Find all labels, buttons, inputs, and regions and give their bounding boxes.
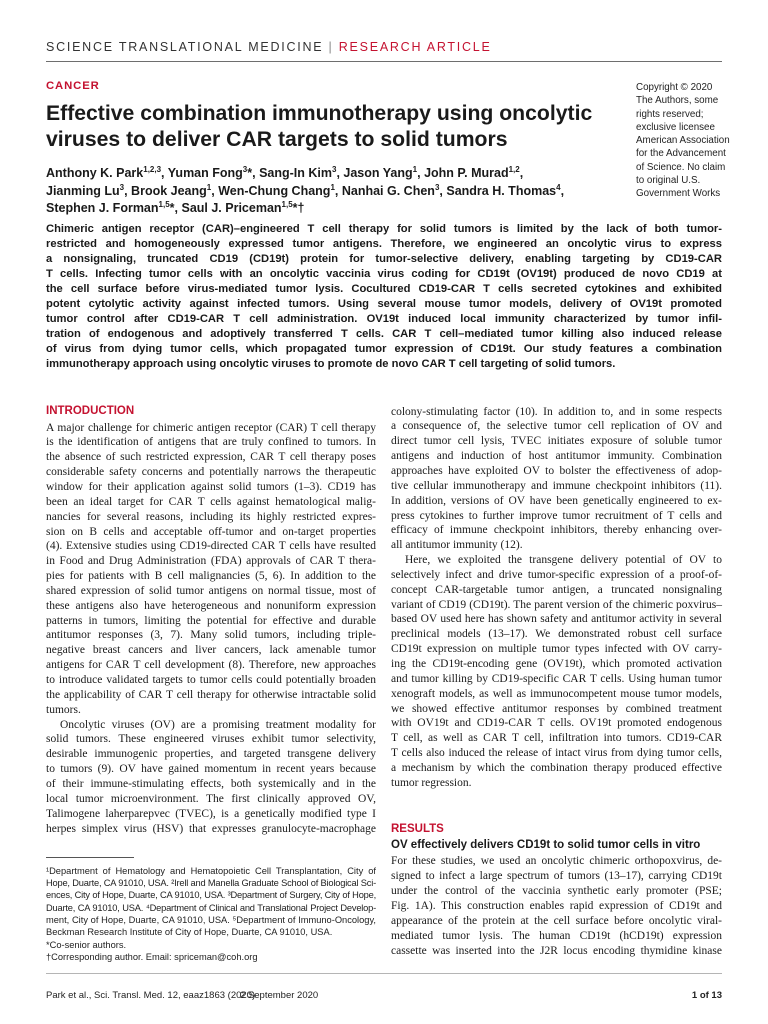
author	[259, 166, 340, 180]
abstract-line: of virus from dying tumor cells, which propagated tumor expression of CD19t. Our study features a combination	[46, 343, 722, 356]
author-line	[46, 200, 636, 218]
subject-label: CANCER	[46, 80, 100, 92]
body-text-line: based OV used here has shown safety and antitumor activity in several	[391, 613, 722, 626]
corresponding-email-link[interactable]: spriceman@coh.org	[174, 951, 258, 962]
author-affiliation-marker: 1,5	[158, 199, 170, 209]
page-number: 1 of 13	[691, 990, 722, 1001]
body-text-line: to tumors (9). OV have gained momentum in recent years because	[46, 763, 376, 776]
author-name: Wen-Chung Chang	[218, 183, 331, 198]
author-name: Sang-In Kim	[259, 166, 332, 180]
abstract-line: restricted and homogeneously expressed tumor antigens. Therefore, we engineered an oncolytic virus to express	[46, 237, 722, 250]
author-punctuation: ,	[211, 183, 215, 198]
body-text-line: appearance of the protein at the cell surface before oncolytic viral-	[391, 914, 722, 927]
body-text-line: tumor regression.	[391, 776, 472, 789]
author-list	[46, 165, 636, 218]
body-text-line: with OV19t and CD19-CAR T cells. OV19t promoted endogenous	[391, 717, 722, 730]
copyright-line: Government Works	[636, 188, 721, 199]
author	[343, 166, 420, 180]
body-text-line: all antitumor immunity (12).	[391, 539, 523, 552]
affiliation-line: Duarte, CA 91010, USA. ⁴Department of Clinical and Translational Project Develop-	[46, 902, 376, 913]
author	[46, 184, 128, 198]
body-text-line: the applicability of CAR T cell therapy for otherwise intractable solid	[46, 688, 376, 701]
body-text-line: these antigens also have heterogeneous and nonuniform expression	[46, 599, 376, 612]
author	[342, 184, 443, 198]
author-name: Jianming Lu	[46, 183, 120, 198]
author	[218, 184, 338, 198]
author-punctuation: ,	[336, 166, 340, 180]
author	[168, 166, 256, 180]
affiliation-line: ¹Department of Hematology and Hematopoietic Cell Transplantation, City of	[46, 865, 376, 876]
body-text-line: to introduce validated targets to tumor cells could potentially broaden	[46, 673, 376, 686]
body-text-line: and tumor killing by CD19-specific CAR T cells. Using human tumor	[391, 672, 722, 685]
journal-name: SCIENCE TRANSLATIONAL MEDICINE	[46, 40, 324, 54]
publication-date: 2 September 2020	[240, 990, 319, 1001]
affiliation-line: ment, City of Hope, Duarte, CA 91010, USA. ⁵Department of Immuno-Oncology,	[46, 914, 376, 925]
body-text-line: in Food and Drug Administration (FDA) approvals of CAR T thera-	[46, 555, 376, 568]
corresponding-note	[46, 951, 376, 963]
header-rule	[46, 61, 722, 62]
author-punctuation: ,	[519, 166, 524, 180]
author-punctuation: ,	[417, 166, 421, 180]
body-text-line: approaches have exploited OV to bolster the effectiveness of adop-	[391, 464, 722, 477]
body-text-line: window for their application against solid tumors (1–3). CD19 has	[46, 480, 376, 493]
body-text-line: sion on B cells and acceptable off-tumor and on-target properties	[46, 525, 376, 538]
body-paragraph	[391, 553, 722, 791]
author-affiliation-marker: 4	[556, 182, 561, 192]
body-text-line: nancies for several reasons, including its highly restricted expres-	[46, 510, 376, 523]
body-text-line: direct tumor cell lysis, TVEC initiates exposure of soluble tumor	[391, 435, 722, 448]
body-text-line: T cell, as well as CAR T cell, infiltration into tumors. CD19-CAR	[391, 732, 722, 745]
header-separator: |	[328, 40, 334, 54]
body-text-line: antigens and induction of host antitumor immunity. Combination	[391, 450, 722, 463]
body-text-line: pies for patients with B cell malignancies (5, 6). In addition to the	[46, 570, 376, 583]
author-punctuation: ,	[560, 183, 565, 198]
title-line: viruses to deliver CAR targets to solid tumors	[46, 128, 508, 151]
body-paragraph	[391, 854, 722, 959]
author-affiliation-marker: 1,2	[508, 164, 520, 174]
body-text-line: efficacy of immune checkpoint inhibitors, thereby enhancing over-	[391, 524, 722, 537]
affiliation-line: ences, City of Hope, Duarte, CA 91010, USA. ³Department of Surgery, City of Hope,	[46, 890, 376, 901]
abstract-line: T cells. Infecting tumor cells with an oncolytic vaccinia virus coding for CD19t (OV19t) produced de novo CD19 at	[46, 267, 722, 280]
author	[131, 184, 215, 198]
body-text-line: Fig. 1A). This construction enables rapid expression of CD19t and	[391, 899, 722, 912]
author-affiliation-marker: 1	[412, 164, 418, 174]
author-line	[46, 165, 636, 183]
body-text-line: Talimogene laherparepvec (TVEC), is a genetically modified type I	[46, 807, 376, 820]
copyright-line: exclusive licensee	[636, 121, 715, 133]
author	[46, 201, 178, 215]
author-affiliation-marker: 3	[119, 182, 125, 192]
author-name: Jason Yang	[343, 166, 413, 180]
article-title	[46, 101, 631, 153]
copyright-line: for the Advancement	[636, 148, 726, 160]
copyright-line: of Science. No claim	[636, 161, 726, 173]
body-paragraph	[46, 421, 376, 718]
abstract	[46, 222, 722, 373]
body-text-line: the absence of such restricted expression, CAR T cell therapy poses	[46, 451, 376, 464]
author-affiliation-marker: 1	[330, 182, 335, 192]
author-affiliation-marker: 3	[242, 164, 248, 174]
author-affiliation-marker: 1	[206, 182, 212, 192]
corresponding-label: †Corresponding author. Email:	[46, 951, 175, 962]
affiliation-line: Beckman Research Institute of City of Hope, Duarte, CA 91010, USA.	[46, 927, 333, 938]
copyright-line: Copyright © 2020	[636, 82, 713, 93]
body-text-line: T cells also induced the release of intact virus from dying tumor cells,	[391, 747, 722, 760]
author-affiliation-marker: 3	[331, 164, 337, 174]
author-punctuation: ,	[124, 183, 128, 198]
body-text-line: local tumor microenvironment. The first clinically approved OV,	[46, 792, 376, 805]
author-name: Saul J. Priceman	[181, 201, 282, 215]
body-text-line: tumors.	[46, 703, 81, 716]
author-affiliation-marker: 1,2,3	[143, 164, 162, 174]
abstract-line: tumor control after CD19-CAR T cell administration. OV19t induced local immunity characterized by tumor infil-	[46, 313, 722, 326]
body-text-line: antitumor responses (3, 7). Many solid tumors, including triple-	[46, 629, 376, 642]
author-punctuation: *,	[247, 166, 256, 180]
footnotes	[46, 865, 376, 963]
author	[446, 184, 564, 198]
body-text-line: mediated tumor lysis. The human CD19t (hCD19t) expression	[391, 929, 722, 942]
body-text-line: we showed effective antitumor responses by combined treatment	[391, 702, 722, 715]
author	[424, 166, 523, 180]
copyright-line: to original U.S.	[636, 174, 701, 186]
author-affiliation-marker: 1,5	[281, 199, 293, 209]
body-text-line: been an ideal target for CAR T cells against hematological malig-	[46, 495, 376, 508]
body-text-line: desirable immunogenic properties, and targeted transgene delivery	[46, 748, 376, 761]
body-text-line: xenograft models, as well as immunocompetent mouse tumor models,	[391, 687, 722, 700]
body-text-line: (4). Extensive studies using CD19-directed CAR T cells have resulted	[46, 540, 376, 553]
abstract-line: tration of endogenous and adoptively transferred T cells. CAR T cell–mediated tumor killing also induced release	[46, 328, 722, 341]
author-punctuation: ,	[334, 183, 339, 198]
title-line: Effective combination immunotherapy using oncolytic	[46, 102, 593, 125]
copyright-line: rights reserved;	[636, 108, 704, 120]
results-subheading: OV effectively delivers CD19t to solid tumor cells in vitro	[391, 838, 701, 851]
abstract-line: the cell surface before virus-mediated tumor lysis. Cocultured CD19-CAR T cells secreted cytokines and exhibited	[46, 282, 722, 295]
body-text-line: signed to infect a large spectrum of tumors (13–17), carrying CD19t	[391, 869, 722, 882]
body-text-line: solid tumors. These engineered viruses exhibit tumor selectivity,	[46, 733, 376, 746]
copyright-notice	[636, 81, 746, 200]
author-line	[46, 183, 636, 201]
author-name: Nanhai G. Chen	[341, 183, 435, 198]
affiliations	[46, 865, 376, 939]
author-name: John P. Murad	[424, 166, 509, 180]
abstract-line: Chimeric antigen receptor (CAR)–engineered T cell therapy for solid tumors is limited by the lack of both tumor-	[46, 222, 722, 235]
body-text-line: CD19t expression on multiple tumor types infected with OV carry-	[391, 643, 722, 656]
author-punctuation: ,	[439, 183, 443, 198]
body-text-line: a mechanism by which the combination therapy produced effective	[391, 761, 722, 774]
author-name: Sandra H. Thomas	[446, 183, 557, 198]
author	[181, 201, 304, 215]
body-text-line: In addition, versions of OV have been genetically engineered to ex-	[391, 494, 722, 507]
body-text-line: Oncolytic viruses (OV) are a promising treatment modality for	[60, 718, 376, 731]
co-senior-note: *Co-senior authors.	[46, 939, 127, 950]
journal-header	[46, 39, 492, 55]
introduction-heading: INTRODUCTION	[46, 404, 135, 417]
body-text-line: a consequence of, the selective tumor cell replication of OV and	[391, 420, 722, 433]
body-text-line: of their immune-stimulating effects, both systemically and in the	[46, 777, 376, 790]
body-text-line: A major challenge for chimeric antigen receptor (CAR) T cell therapy	[46, 421, 376, 434]
body-text-line: antigens for CAR T cell development (8). Therefore, new approaches	[46, 659, 376, 672]
body-text-line: variant of CD19 (CD19t). The parent version of the chimeric poxvirus–	[391, 598, 722, 611]
citation: Park et al., Sci. Transl. Med. 12, eaaz1863 (2020)	[46, 990, 256, 1001]
abstract-line: immunotherapy approach using oncolytic viruses to promote de novo CAR T cell targeting of solid tumors.	[46, 358, 616, 371]
body-text-line: shared expression of solid tumor antigens on normal tissue, most of	[46, 584, 376, 597]
body-text-line: herpes simplex virus (HSV) that expresses granulocyte-macrophage	[46, 822, 376, 835]
footnote-rule	[46, 857, 134, 858]
author-punctuation: *†	[292, 201, 305, 215]
author-punctuation: ,	[161, 166, 165, 180]
affiliation-line: Hope, Duarte, CA 91010, USA. ²Irell and Manella Graduate School of Biological Sci-	[46, 878, 376, 889]
body-text-line: considerable safety concerns and potentially narrows the therapeutic	[46, 466, 376, 479]
body-text-line: under the control of the vaccinia synthetic early promoter (PSE;	[391, 884, 722, 897]
body-text-line: colony-stimulating factor (10). In addition to, and in some respects	[391, 405, 722, 418]
author-name: Brook Jeang	[131, 183, 207, 198]
body-text-line: ing the CD19t-encoding gene (OV19t), which promoted activation	[391, 658, 722, 670]
author-affiliation-marker: 3	[434, 182, 440, 192]
body-text-line: press cytokines to further improve tumor recruitment of T cells and	[391, 509, 722, 522]
body-text-line: is the identification of antigens that are truly confined to tumors. In	[46, 436, 376, 449]
body-text-line: selectively infect and drive tumor-specific expression of a proof-of-	[391, 568, 722, 581]
author-name: Anthony K. Park	[46, 166, 144, 180]
body-text-line: Here, we exploited the transgene delivery potential of OV to	[405, 554, 722, 567]
author-name: Yuman Fong	[167, 166, 243, 180]
abstract-line: a nonsignaling, truncated CD19 (CD19t) protein for tumor-selective delivery, enabling targeting by CD19-CAR	[46, 252, 722, 265]
body-text-line: tive cellular immunotherapy and immune checkpoint inhibitors (11).	[391, 479, 722, 492]
footer-rule	[46, 973, 722, 974]
body-text-line: patterns in tumors, limiting the potential for effective and durable	[46, 614, 376, 627]
body-text-line: concept CAR-targetable tumor antigen, a truncated nonsignaling	[391, 583, 722, 596]
body-text-line: preclinical models (13–17). We demonstrated robust cell surface	[391, 628, 722, 641]
author-punctuation: *,	[169, 201, 178, 215]
body-paragraph	[46, 718, 376, 837]
abstract-line: potent cytolytic activity against infected tumors. Using several mouse tumor models, delivery of OV19t promoted	[46, 297, 722, 310]
body-text-line: negative breast cancers and liver cancers, lack amenable tumor	[46, 644, 376, 657]
body-text-line: cassette was inserted into the J2R locus encoding thymidine kinase	[391, 944, 722, 957]
copyright-line: American Association	[636, 135, 730, 146]
copyright-line: The Authors, some	[636, 95, 719, 107]
article-type-label: RESEARCH ARTICLE	[338, 40, 492, 54]
body-text-line: For these studies, we used an oncolytic chimeric orthopoxvirus, de-	[391, 854, 722, 867]
author	[46, 166, 165, 180]
body-paragraph	[391, 405, 722, 553]
results-heading: RESULTS	[391, 822, 444, 835]
author-name: Stephen J. Forman	[46, 201, 159, 215]
